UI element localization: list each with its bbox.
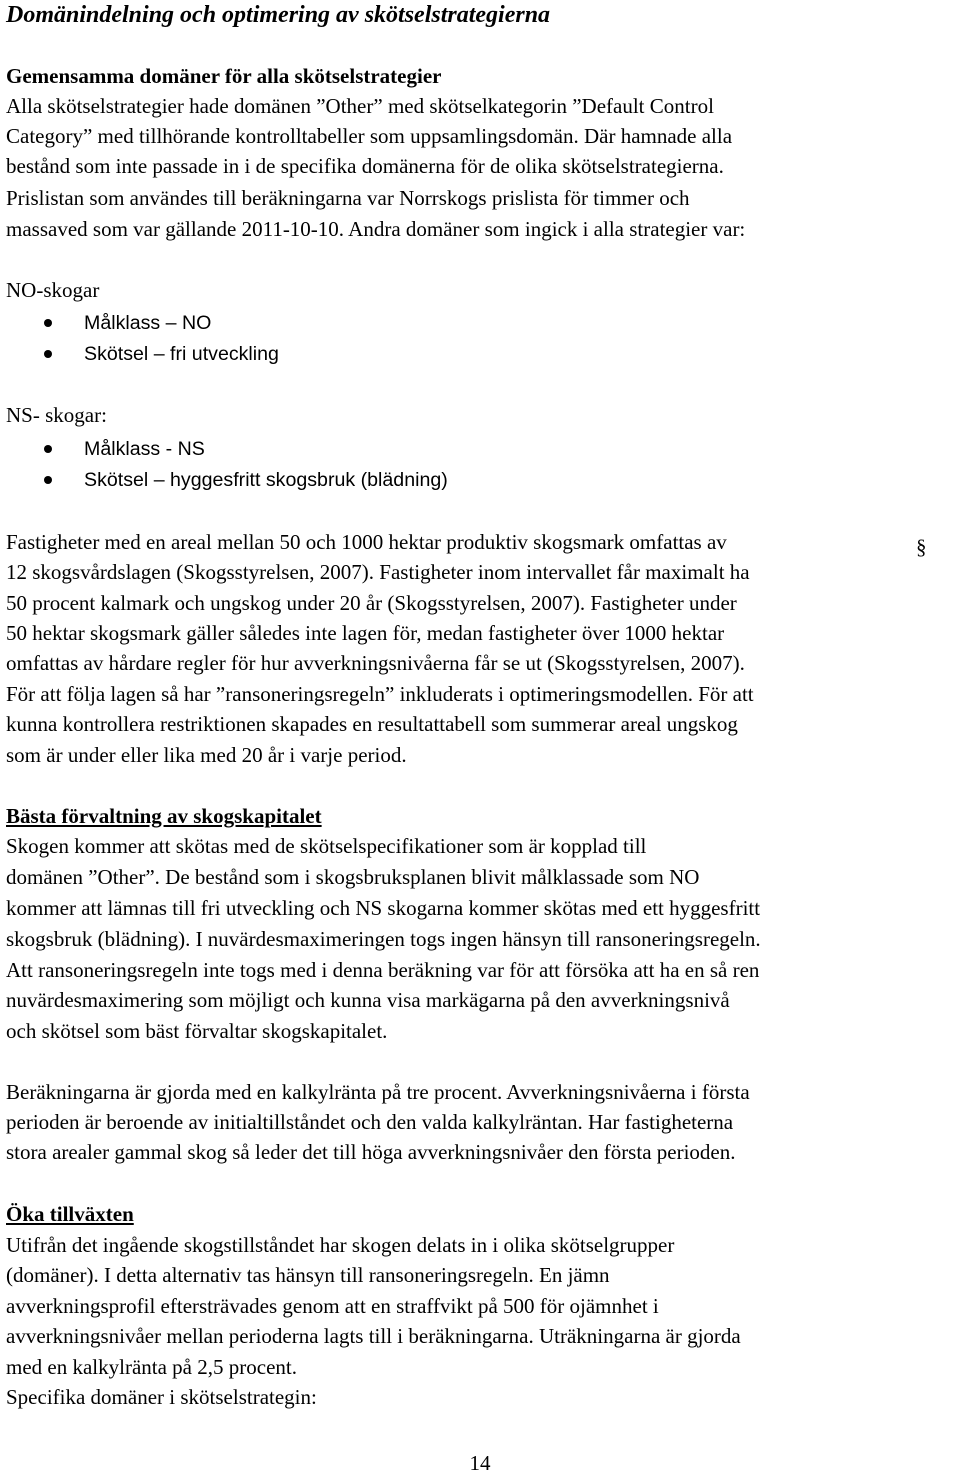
- paragraph-line: Fastigheter med en areal mellan 50 och 1000 hektar produktiv skogsmark omfattas av: [6, 530, 727, 554]
- paragraph-line: Prislistan som användes till beräkningarna var Norrskogs prislista för timmer och: [6, 186, 690, 210]
- bullet-dot: [44, 319, 52, 327]
- no-bullet-target-class: Målklass – NO: [84, 312, 212, 334]
- bullet-dot: [44, 445, 52, 453]
- paragraph-line: Category” med tillhörande kontrolltabeller som uppsamlingsdomän. Där hamnade alla: [6, 124, 733, 148]
- no-forests-heading: NO-skogar: [6, 278, 100, 302]
- paragraph-line: För att följa lagen så har ”ransoneringsregeln” inkluderats i optimeringsmodellen. För att: [6, 682, 754, 706]
- paragraph-line: som är under eller lika med 20 år i varje period.: [6, 743, 407, 767]
- paragraph-line: med en kalkylränta på 2,5 procent.: [6, 1355, 297, 1379]
- paragraph-line: 50 hektar skogsmark gäller således inte lagen för, medan fastigheter över 1000 hektar: [6, 621, 725, 645]
- ns-forests-heading: NS- skogar:: [6, 403, 107, 427]
- section-symbol: §: [916, 535, 927, 559]
- paragraph-line: Specifika domäner i skötselstrategin:: [6, 1385, 317, 1409]
- section-heading-increase-growth: Öka tillväxten: [6, 1202, 134, 1226]
- paragraph-line: skogsbruk (blädning). I nuvärdesmaximeringen togs ingen hänsyn till ransoneringsregeln.: [6, 927, 761, 951]
- paragraph-line: nuvärdesmaximering som möjligt och kunna visa markägarna på den avverkningsnivå: [6, 988, 730, 1012]
- paragraph-line: avverkningsnivåer mellan perioderna lagts till i beräkningarna. Uträkningarna är gjorda: [6, 1324, 741, 1348]
- paragraph-line: Alla skötselstrategier hade domänen ”Other” med skötselkategorin ”Default Control: [6, 94, 714, 118]
- paragraph-line: Att ransoneringsregeln inte togs med i denna beräkning var för att försöka att ha en så ren: [6, 958, 760, 982]
- paragraph-line: och skötsel som bäst förvaltar skogskapitalet.: [6, 1019, 388, 1043]
- paragraph-line: domänen ”Other”. De bestånd som i skogsbruksplanen blivit målklassade som NO: [6, 865, 700, 889]
- paragraph-line: omfattas av hårdare regler för hur avverkningsnivåerna får se ut (Skogsstyrelsen, 2007).: [6, 651, 745, 675]
- paragraph-line-end: Andra domäner som ingick i alla strategier var:: [348, 217, 746, 241]
- no-bullet-management: Skötsel – fri utveckling: [84, 343, 279, 365]
- page-title: Domänindelning och optimering av skötselstrategierna: [6, 2, 551, 28]
- paragraph-line: (domäner). I detta alternativ tas hänsyn till ransoneringsregeln. En jämn: [6, 1263, 610, 1287]
- paragraph-line: kunna kontrollera restriktionen skapades en resultattabell som summerar areal ungskog: [6, 712, 738, 736]
- paragraph-line: perioden är beroende av initialtillståndet och den valda kalkylräntan. Har fastigheterna: [6, 1110, 734, 1134]
- section-heading-best-management: Bästa förvaltning av skogskapitalet: [6, 804, 322, 828]
- paragraph-line: stora arealer gammal skog så leder det till höga avverkningsnivåer den första perioden.: [6, 1140, 736, 1164]
- paragraph-line: 50 procent kalmark och ungskog under 20 år (Skogsstyrelsen, 2007). Fastigheter under: [6, 591, 737, 615]
- ns-bullet-target-class: Målklass - NS: [84, 438, 205, 460]
- ns-bullet-management: Skötsel – hyggesfritt skogsbruk (blädning): [84, 469, 448, 491]
- paragraph-line: bestånd som inte passade in i de specifika domänerna för de olika skötselstrategierna.: [6, 154, 724, 178]
- paragraph-line: 12 skogsvårdslagen (Skogsstyrelsen, 2007). Fastigheter inom intervallet får maximalt ha: [6, 560, 750, 584]
- paragraph-line: kommer att lämnas till fri utveckling och NS skogarna kommer skötas med ett hyggesfritt: [6, 896, 761, 920]
- page-number: 14: [469, 1451, 491, 1475]
- bullet-dot: [44, 476, 52, 484]
- bullet-dot: [44, 350, 52, 358]
- paragraph-line-start: massaved som var gällande 2011-10-10.: [6, 217, 345, 241]
- paragraph-line: Skogen kommer att skötas med de skötselspecifikationer som är kopplad till: [6, 834, 647, 858]
- section-heading-common-domains: Gemensamma domäner för alla skötselstrategier: [6, 64, 442, 88]
- paragraph-line: [6, 214, 745, 245]
- paragraph-line: Utifrån det ingående skogstillståndet har skogen delats in i olika skötselgrupper: [6, 1233, 675, 1257]
- paragraph-line: Beräkningarna är gjorda med en kalkylränta på tre procent. Avverkningsnivåerna i första: [6, 1080, 750, 1104]
- paragraph-line: avverkningsprofil eftersträvades genom att en straffvikt på 500 för ojämnhet i: [6, 1294, 659, 1318]
